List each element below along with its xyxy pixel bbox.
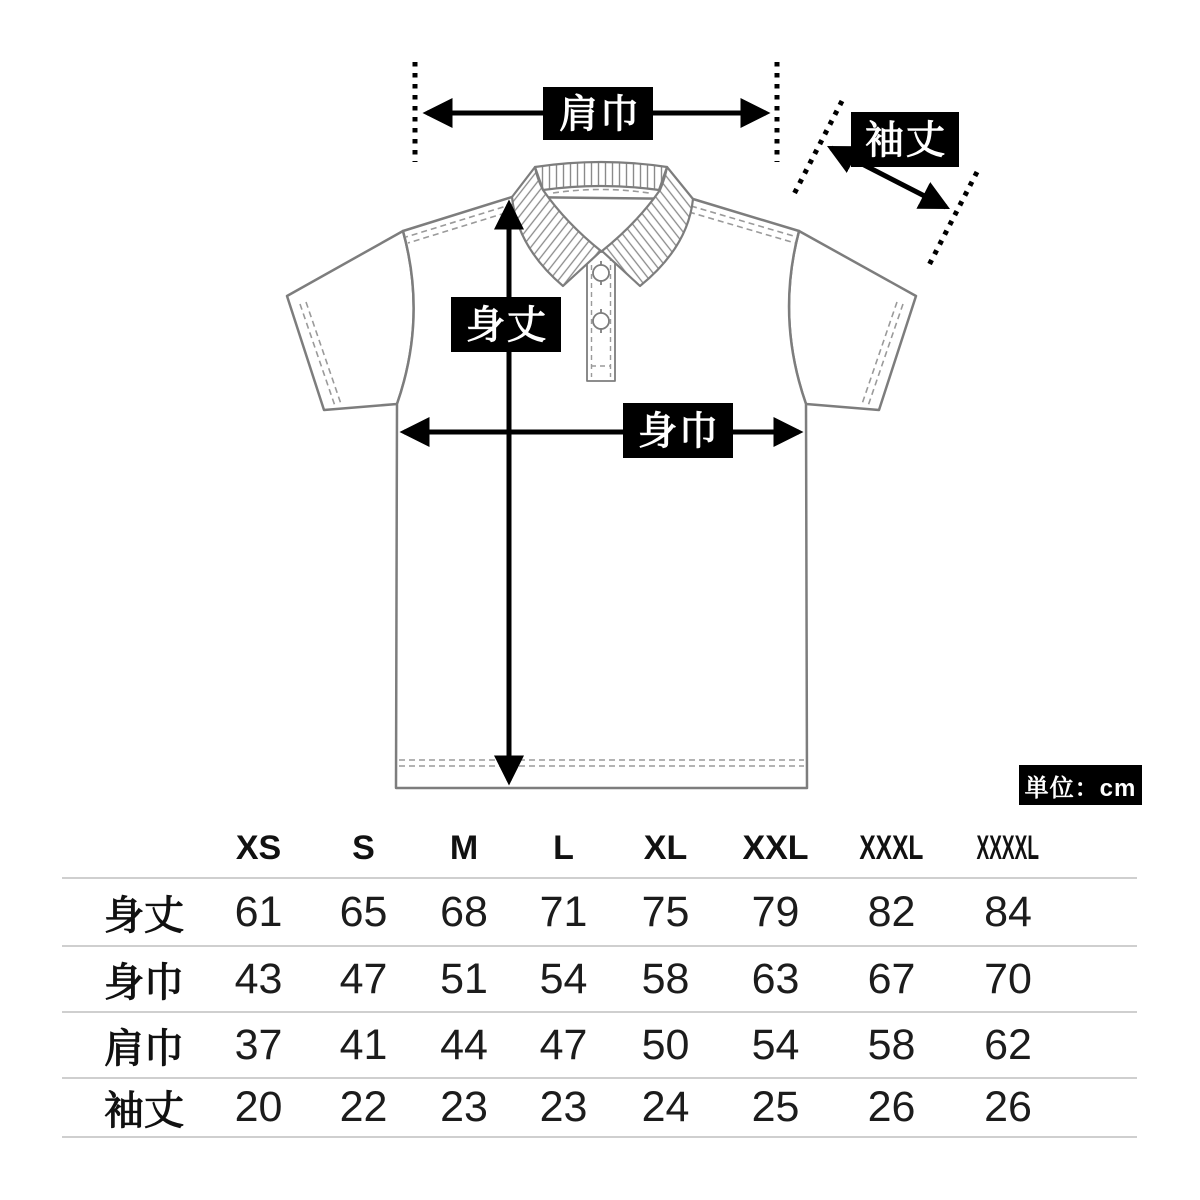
value-cell: 44 <box>440 1020 488 1069</box>
value-cell: 79 <box>751 887 800 936</box>
value-cell: 20 <box>234 1083 283 1131</box>
value-cell: 47 <box>339 954 388 1003</box>
sleeve-length-label: 袖丈 <box>864 119 948 163</box>
value-cell: 65 <box>339 887 388 936</box>
collar-back-stitch <box>553 190 649 194</box>
size-col-header-xl: XL <box>643 829 688 867</box>
row-label: 袖丈 <box>104 1089 184 1133</box>
size-col-header-xxxxl: XXXXL <box>976 829 1040 867</box>
value-cell: 23 <box>539 1083 588 1131</box>
button-top <box>593 265 609 281</box>
value-cell: 26 <box>867 1083 916 1131</box>
value-cell: 68 <box>440 887 488 936</box>
sleeve-guide-lower <box>927 172 977 269</box>
value-cell: 26 <box>984 1083 1032 1131</box>
unit-badge-label: 単位：cm <box>1024 774 1137 802</box>
size-col-header-xxxl: XXXL <box>859 829 924 867</box>
value-cell: 47 <box>539 1020 588 1069</box>
filler-cell <box>1066 878 1137 946</box>
unit-badge <box>1019 765 1142 805</box>
value-cell: 41 <box>339 1020 388 1069</box>
value-cell: 62 <box>984 1020 1032 1069</box>
value-cell: 84 <box>984 887 1032 936</box>
button-bottom <box>593 313 609 329</box>
value-cell: 23 <box>440 1083 488 1131</box>
size-col-header-l: L <box>553 829 574 867</box>
value-cell: 61 <box>234 887 283 936</box>
body-width-label: 身巾 <box>637 410 721 454</box>
value-cell: 75 <box>641 887 690 936</box>
table-row-shoulder-width <box>62 1012 1137 1078</box>
right-sleeve <box>789 231 916 410</box>
row-label: 身丈 <box>104 893 184 938</box>
value-cell: 22 <box>339 1083 388 1131</box>
value-cell: 24 <box>641 1083 690 1131</box>
value-cell: 58 <box>641 954 690 1003</box>
size-col-header-s: S <box>352 829 375 867</box>
value-cell: 43 <box>234 954 283 1003</box>
body-length-label: 身丈 <box>465 304 549 348</box>
shoulder-width-label: 肩巾 <box>558 93 642 137</box>
value-cell: 25 <box>751 1083 800 1131</box>
table-row-body-length <box>62 878 1137 946</box>
filler-cell <box>1066 1012 1137 1078</box>
size-header-row <box>62 820 1137 878</box>
row-label: 肩巾 <box>104 1026 184 1071</box>
value-cell: 51 <box>440 954 488 1003</box>
value-cell: 50 <box>641 1020 690 1069</box>
collar-band <box>535 162 667 190</box>
filler-cell <box>1066 1078 1137 1137</box>
shirt-illustration <box>287 162 916 788</box>
value-cell: 70 <box>984 954 1032 1003</box>
size-table <box>62 820 1137 1138</box>
value-cell: 71 <box>539 887 588 936</box>
table-row-sleeve-length <box>62 1078 1137 1137</box>
value-cell: 54 <box>539 954 588 1003</box>
value-cell: 67 <box>867 954 916 1003</box>
value-cell: 37 <box>234 1020 283 1069</box>
size-col-header-xxl: XXL <box>742 829 809 867</box>
value-cell: 54 <box>751 1020 800 1069</box>
row-label: 身巾 <box>104 960 184 1005</box>
value-cell: 63 <box>751 954 800 1003</box>
left-sleeve <box>287 231 414 410</box>
size-col-header-xs: XS <box>235 829 282 867</box>
size-col-header-m: M <box>449 829 479 867</box>
value-cell: 58 <box>867 1020 916 1069</box>
size-header-spacer <box>62 820 204 878</box>
placket <box>587 252 615 381</box>
size-header-filler <box>1066 820 1137 878</box>
value-cell: 82 <box>867 887 916 936</box>
table-row-body-width <box>62 946 1137 1012</box>
filler-cell <box>1066 946 1137 1012</box>
